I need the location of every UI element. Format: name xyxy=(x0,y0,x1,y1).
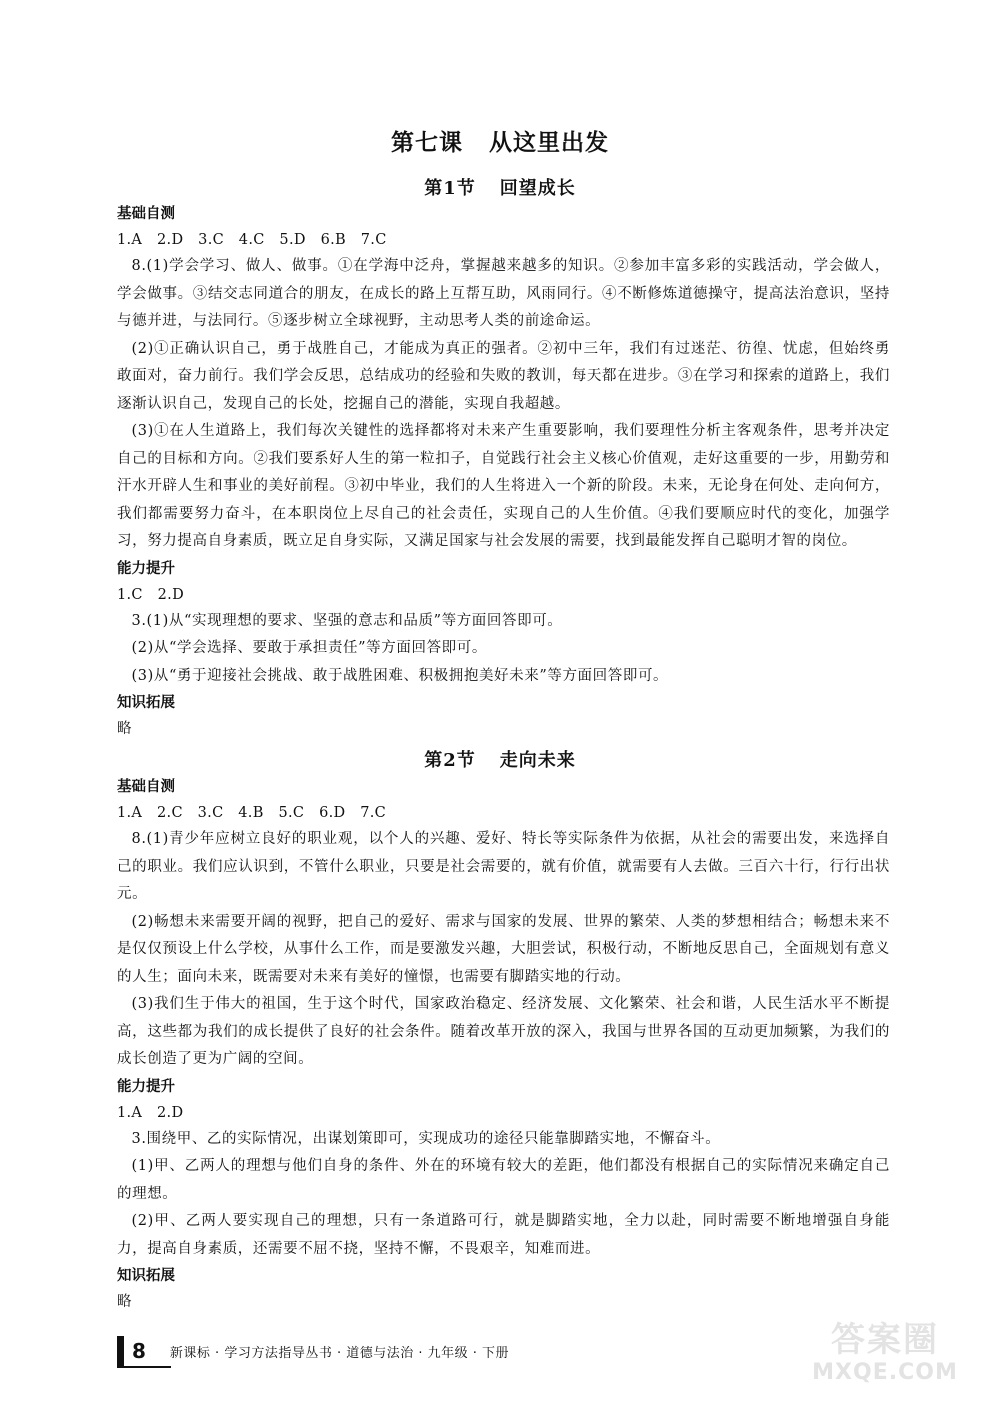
lesson-number: 第七课 xyxy=(391,130,463,156)
section-2-ability-label: 能力提升 xyxy=(117,1078,175,1095)
watermark-logo: 答案圈 xyxy=(831,1320,939,1360)
section-1-ext-label: 知识拓展 xyxy=(117,695,175,711)
section-2-basic-para: 8.(1)青少年应树立良好的职业观，以个人的兴趣、爱好、特长等实际条件为依据，从社会的需要出发，来选择自己的职业。我们应认识到，不管什么职业，只要是社会需要的，就有价值，就需要有人去做。三百六十行，行行出状元。 xyxy=(117,831,890,902)
page-number: 8 xyxy=(132,1339,146,1363)
section-1-ability-answers: 1.C 2.D xyxy=(117,586,184,603)
section-1-basic-label: 基础自测 xyxy=(117,206,175,222)
section-1-ability-para: (3)从“勇于迎接社会挑战、敢于战胜困难、积极拥抱美好未来”等方面回答即可。 xyxy=(131,667,669,684)
section-1-ability-para: (2)从“学会选择、要敢于承担责任”等方面回答即可。 xyxy=(131,640,487,656)
section-1-basic-para: (2)①正确认识自己，勇于战胜自己，才能成为真正的强者。②初中三年，我们有过迷茫、彷徨、忧虑，但始终勇敢面对，奋力前行。我们学会反思，总结成功的经验和失败的教训，每天都在进步。③在学习和探索的道路上，我们逐渐认识自己，发现自己的长处，挖掘自己的潜能，实现自我超越。 xyxy=(117,340,890,412)
section-1-basic-para: 8.(1)学会学习、做人、做事。①在学海中泛舟，掌握越来越多的知识。②参加丰富多彩的实践活动，学会做人，学会做事。③结交志同道合的朋友，在成长的路上互帮互助，风雨同行。④不断修炼道德操守，提高法治意识，坚持与德并进，与法同行。⑤逐步树立全球视野，主动思考人类的前途命运。 xyxy=(117,258,890,329)
section-1-title xyxy=(0,174,1000,200)
section-1-content xyxy=(117,201,890,742)
lesson-name: 从这里出发 xyxy=(489,130,609,156)
page-footer xyxy=(117,1336,617,1366)
section-2-basic-answers: 1.A 2.C 3.C 4.B 5.C 6.D 7.C xyxy=(117,805,387,821)
section-1-basic-answers: 1.A 2.D 3.C 4.C 5.D 6.B 7.C xyxy=(117,232,387,248)
section-2-basic-para: (2)畅想未来需要开阔的视野，把自己的爱好、需求与国家的发展、世界的繁荣、人类的梦想相结合；畅想未来不是仅仅预设上什么学校，从事什么工作，而是要激发兴趣，大胆尝试，积极行动，不断地反思自己，全面规划有意义的人生；面向未来，既需要对未来有美好的憧憬，也需要有脚踏实地的行动。 xyxy=(117,913,890,985)
section-1-name: 回望成长 xyxy=(499,178,576,199)
section-2-ability-answers: 1.A 2.D xyxy=(117,1104,184,1121)
series-title: 新课标 · 学习方法指导丛书 · 道德与法治 · 九年级 · 下册 xyxy=(169,1345,510,1361)
section-2-name: 走向未来 xyxy=(499,750,576,771)
section-1-ability-label: 能力提升 xyxy=(117,560,175,577)
footer-rule xyxy=(117,1366,171,1368)
lesson-title xyxy=(0,124,1000,157)
section-2-basic-label: 基础自测 xyxy=(117,779,175,795)
section-2-ability-para: (2)甲、乙两人要实现自己的理想，只有一条道路可行，就是脚踏实地，全力以赴，同时需要不断地增强自身能力，提高自身素质，还需要不屈不挠，坚持不懈，不畏艰辛，知难而进。 xyxy=(117,1213,890,1257)
section-2-ability-para: (1)甲、乙两人的理想与他们自身的条件、外在的环境有较大的差距，他们都没有根据自己的实际情况来确定自己的理想。 xyxy=(117,1158,890,1202)
section-2-basic-para: (3)我们生于伟大的祖国，生于这个时代，国家政治稳定、经济发展、文化繁荣、社会和谐，人民生活水平不断提高，这些都为我们的成长提供了良好的社会条件。随着改革开放的深入，我国与世界各国的互动更加频繁，为我们的成长创造了更为广阔的空间。 xyxy=(117,996,890,1067)
section-1-ability-para: 3.(1)从“实现理想的要求、坚强的意志和品质”等方面回答即可。 xyxy=(131,612,563,629)
watermark xyxy=(800,1320,970,1392)
section-2-ability-para: 3.围绕甲、乙的实际情况，出谋划策即可，实现成功的途径只能靠脚踏实地，不懈奋斗。 xyxy=(131,1130,721,1147)
section-2-ext-label: 知识拓展 xyxy=(117,1268,175,1284)
section-2-title xyxy=(0,746,1000,772)
watermark-url: MXQE.COM xyxy=(812,1360,958,1385)
section-1-number: 第1节 xyxy=(424,178,476,199)
section-2-number: 第2节 xyxy=(424,750,476,771)
section-2-ext-text: 略 xyxy=(117,1294,132,1310)
section-1-ext-text: 略 xyxy=(117,721,132,737)
section-1-basic-para: (3)①在人生道路上，我们每次关键性的选择都将对未来产生重要影响，我们要理性分析主客观条件，思考并决定自己的目标和方向。②我们要系好人生的第一粒扣子，自觉践行社会主义核心价值观，走好这重要的一步，用勤劳和汗水开辟人生和事业的美好前程。③初中毕业，我们的人生将进入一个新的阶段。未来，无论身在何处、走向何方，我们都需要努力奋斗，在本职岗位上尽自己的社会责任，实现自己的人生价值。④我们要顺应时代的变化，加强学习，努力提高自身素质，既立足自身实际，又满足国家与社会发展的需要，找到最能发挥自己聪明才智的岗位。 xyxy=(117,423,890,549)
footer-bar xyxy=(117,1336,124,1366)
section-2-content xyxy=(117,774,890,1315)
